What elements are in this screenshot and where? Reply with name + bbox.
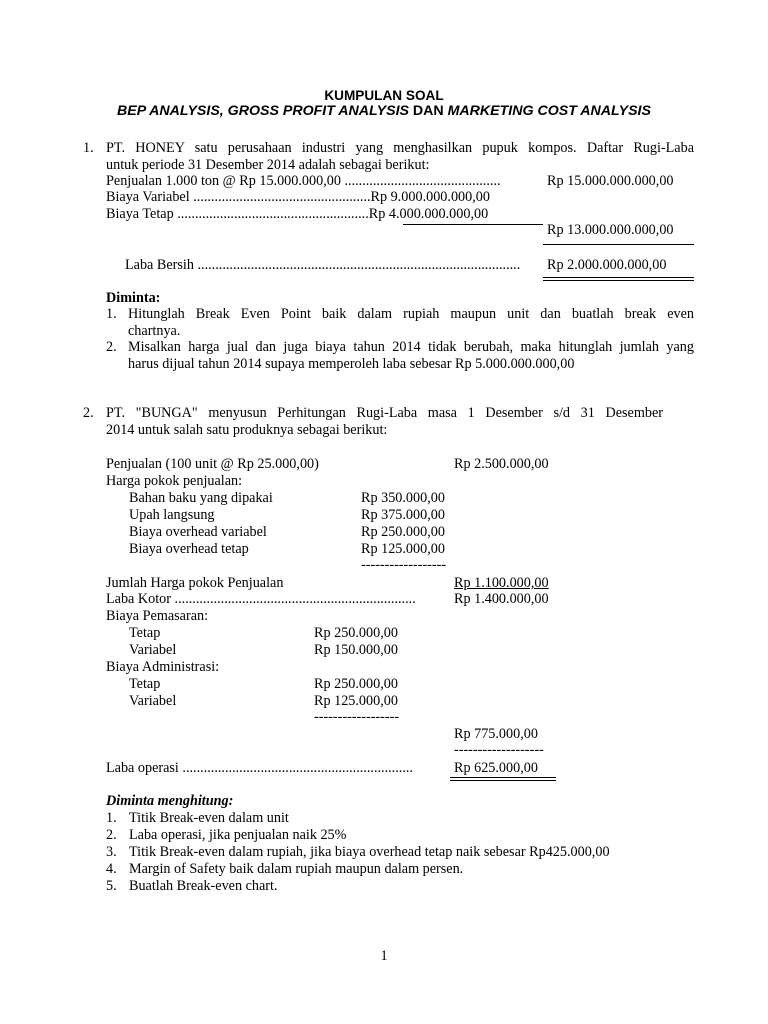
q2-task-text: Margin of Safety baik dalam rupiah maupun dalam persen.: [129, 861, 464, 877]
q2-cogs-item-value: Rp 375.000,00: [361, 507, 445, 523]
q1-task-2-line2: harus dijual tahun 2014 supaya memperoleh laba sebesar Rp 5.000.000.000,00: [128, 356, 575, 372]
q2-intro-line2: 2014 untuk salah satu produknya sebagai berikut:: [106, 422, 388, 438]
q1-diminta-heading: Diminta:: [106, 290, 161, 306]
q1-row-variable-cost: Biaya Variabel ..................................................Rp 9.000.000.000,00: [106, 189, 490, 205]
q2-operating-value: Rp 625.000,00: [454, 760, 538, 776]
q2-gross-value: Rp 1.400.000,00: [454, 591, 549, 607]
q2-sales-label: Penjualan (100 unit @ Rp 25.000,00): [106, 456, 319, 472]
q2-operating-double-underline-2: [450, 780, 556, 781]
q2-gross-label: Laba Kotor ....................................................................: [106, 591, 416, 607]
subtitle-part-3: MARKETING COST ANALYSIS: [447, 103, 651, 119]
document-title: KUMPULAN SOAL: [324, 88, 444, 103]
q2-expense-total-dashes: -------------------: [454, 742, 544, 758]
q2-intro-line1: PT. "BUNGA" menyusun Perhitungan Rugi-Laba masa 1 Desember s/d 31 Desember: [106, 405, 663, 421]
subtitle-part-2: DAN: [408, 103, 448, 119]
q2-diminta-heading: Diminta menghitung:: [106, 793, 234, 809]
q1-task-2-num: 2.: [106, 339, 117, 355]
q2-cogs-item-value: Rp 250.000,00: [361, 524, 445, 540]
q2-task-text: Buatlah Break-even chart.: [129, 878, 278, 894]
q1-net-label: Laba Bersih ...........................................................................................: [125, 257, 521, 273]
q1-task-1-num: 1.: [106, 306, 117, 322]
page-number: 1: [380, 948, 388, 964]
q2-cogs-dashes: ------------------: [361, 557, 447, 573]
q1-cost-underline: [403, 224, 543, 225]
q2-expense-dashes: ------------------: [314, 709, 400, 725]
q2-cogs-item-label: Biaya overhead variabel: [129, 524, 267, 540]
q1-row-sales-value: Rp 15.000.000.000,00: [547, 173, 674, 189]
q2-cogs-item-value: Rp 125.000,00: [361, 541, 445, 557]
q2-task-text: Titik Break-even dalam unit: [129, 810, 289, 826]
q1-intro-line1: PT. HONEY satu perusahaan industri yang menghasilkan pupuk kompos. Daftar Rugi-Laba: [106, 140, 694, 156]
q2-cogs-item-label: Biaya overhead tetap: [129, 541, 249, 557]
q2-admin-item-label: Variabel: [129, 693, 177, 709]
q2-task-num: 1.: [106, 810, 117, 826]
subtitle-part-1: BEP ANALYSIS, GROSS PROFIT ANALYSIS: [117, 103, 409, 119]
q2-cogs-heading: Harga pokok penjualan:: [106, 473, 243, 489]
q2-task-num: 3.: [106, 844, 117, 860]
q2-cogs-item-label: Upah langsung: [129, 507, 215, 523]
q2-task-text: Titik Break-even dalam rupiah, jika biaya overhead tetap naik sebesar Rp425.000,00: [129, 844, 610, 860]
q2-operating-label: Laba operasi .................................................................: [106, 760, 413, 776]
q1-task-2-line1: Misalkan harga jual dan juga biaya tahun 2014 tidak berubah, maka hitunglah jumlah yang: [128, 339, 694, 355]
q2-cogs-total-label: Jumlah Harga pokok Penjualan: [106, 575, 284, 591]
q2-cogs-total-value: Rp 1.100.000,00: [454, 575, 549, 591]
q1-net-value: Rp 2.000.000.000,00: [547, 257, 667, 273]
q2-cogs-item-label: Bahan baku yang dipakai: [129, 490, 273, 506]
q2-sales-value: Rp 2.500.000,00: [454, 456, 549, 472]
q2-task-text: Laba operasi, jika penjualan naik 25%: [129, 827, 347, 843]
q2-marketing-item-value: Rp 150.000,00: [314, 642, 398, 658]
document-subtitle: [0, 103, 768, 119]
q2-admin-heading: Biaya Administrasi:: [106, 659, 220, 675]
q1-intro-line2: untuk periode 31 Desember 2014 adalah sebagai berikut:: [106, 157, 430, 173]
q2-task-num: 5.: [106, 878, 117, 894]
q2-marketing-item-label: Tetap: [129, 625, 161, 641]
q2-expense-total: Rp 775.000,00: [454, 726, 538, 742]
q2-marketing-item-label: Variabel: [129, 642, 177, 658]
q2-number: 2.: [83, 405, 94, 421]
q2-task-num: 4.: [106, 861, 117, 877]
q1-row-fixed-cost: Biaya Tetap ......................................................Rp 4.000.000.000,00: [106, 206, 489, 222]
q1-task-1-line1: Hitunglah Break Even Point baik dalam rupiah maupun unit dan buatlah break even: [128, 306, 694, 322]
q2-admin-item-label: Tetap: [129, 676, 161, 692]
q1-row-sales-label: Penjualan 1.000 ton @ Rp 15.000.000,00 ............................................: [106, 173, 501, 189]
q1-task-1-line2: chartnya.: [128, 323, 181, 339]
q2-operating-double-underline-1: [450, 777, 556, 778]
q2-cogs-item-value: Rp 350.000,00: [361, 490, 445, 506]
q2-marketing-heading: Biaya Pemasaran:: [106, 608, 209, 624]
q1-net-double-underline-1: [543, 277, 694, 278]
q1-subtotal-underline: [543, 244, 694, 245]
q1-subtotal-value: Rp 13.000.000.000,00: [547, 222, 674, 238]
q1-net-double-underline-2: [543, 280, 694, 281]
q2-admin-item-value: Rp 250.000,00: [314, 676, 398, 692]
q1-number: 1.: [83, 140, 94, 156]
q2-marketing-item-value: Rp 250.000,00: [314, 625, 398, 641]
q2-admin-item-value: Rp 125.000,00: [314, 693, 398, 709]
q2-task-num: 2.: [106, 827, 117, 843]
